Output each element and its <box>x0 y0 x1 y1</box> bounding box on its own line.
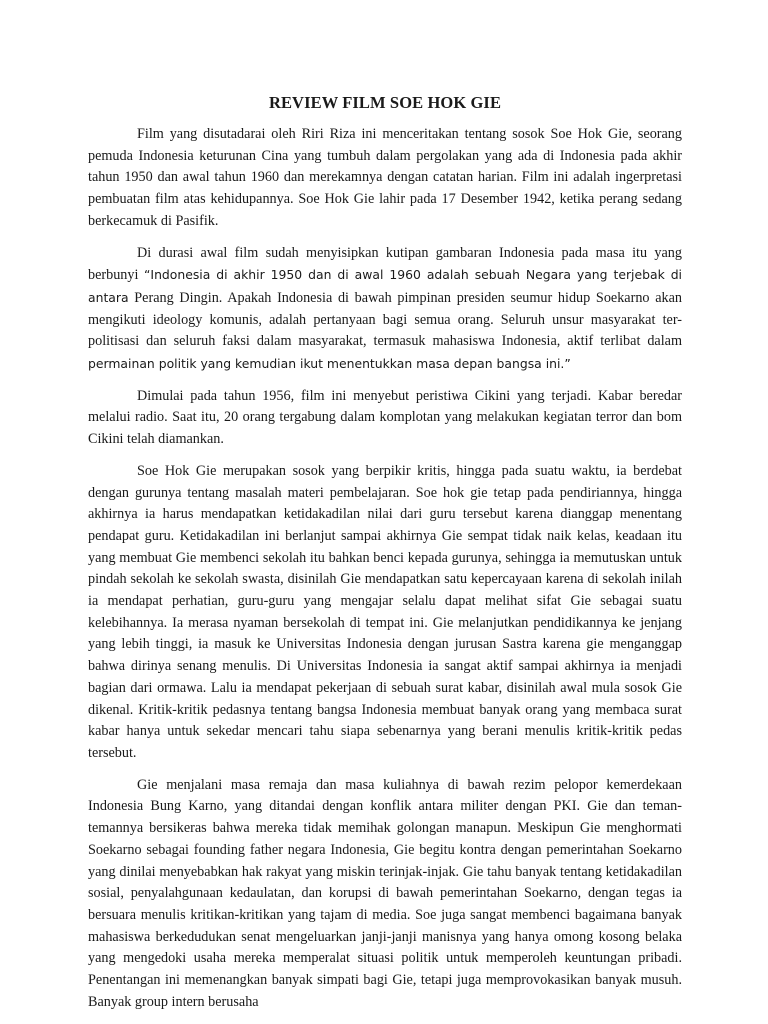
paragraph-5: Gie menjalani masa remaja dan masa kuliahnya di bawah rezim pelopor kemerdekaan Indonesia Bung Karno, yang ditandai dengan konflik antara militer dengan PKI. Gie dan teman-temannya bersikeras bahwa mereka tidak memihak golongan manapun. Meskipun Gie menghormati Soekarno sebagai founding father negara Indonesia, Gie begitu kontra dengan pemerintahan Soekarno yang dinilai menyebabkan hak rakyat yang miskin terinjak-injak. Gie tahu banyak tentang ketidakadilan sosial, penyalahgunaan kedaulatan, dan korupsi di bawah pemerintahan Soekarno, dengan tegas ia bersuara menulis kritikan-kritikan yang tajam di media. Soe juga sangat membenci bagaimana banyak mahasiswa berkedudukan senat mengeluarkan janji-janji manisnya yang hanya omong kosong belaka yang mengedoki usaha mereka memperalat situasi politik untuk memperoleh keuntungan pribadi. Penentangan ini memenangkan banyak simpati bagi Gie, tetapi juga memprovokasikan banyak musuh. Banyak group intern berusaha <box>88 776 682 1010</box>
quote-closing: permainan politik yang kemudian ikut menentukkan masa depan bangsa ini.” <box>88 356 571 372</box>
quote-opening: “Indonesia di akhir 1950 dan di awal 1960 adalah sebuah Negara yang terjebak di antara <box>88 267 683 305</box>
paragraph-2 <box>88 243 682 376</box>
document-body <box>88 92 682 1023</box>
paragraph-3: Dimulai pada tahun 1956, film ini menyebut peristiwa Cikini yang terjadi. Kabar beredar melalui radio. Saat itu, 20 orang tergabung dalam komplotan yang melakukan kegiatan terror dan bom Cikini telah diamankan. <box>88 387 682 448</box>
paragraph-1: Film yang disutadarai oleh Riri Riza ini menceritakan tentang sosok Soe Hok Gie, seorang pemuda Indonesia keturunan Cina yang tumbuh dalam pergolakan yang ada di Indonesia pada akhir tahun 1950 dan awal tahun 1960 dan merekamnya dengan catatan harian. Film ini adalah ingerpretasi pembuatan film atas kehidupannya. Soe Hok Gie lahir pada 17 Desember 1942, ketika perang sedang berkecamuk di Pasifik. <box>88 126 682 229</box>
quote-middle: Perang Dingin. Apakah Indonesia di bawah pimpinan presiden seumur hidup Soekarno akan mengikuti ideology komunis, adalah pertanyaan bagi semua orang. Seluruh unsur masyarakat ter-politisasi dan seluruh faksi dalam masyarakat, termasuk mahasiswa Indonesia, aktif terlibat dalam <box>88 289 682 350</box>
paragraph-2-intro: Di durasi awal film sudah menyisipkan kutipan gambaran Indonesia pada masa itu yang berbunyi <box>88 244 682 284</box>
paragraph-4: Soe Hok Gie merupakan sosok yang berpikir kritis, hingga pada suatu waktu, ia berdebat dengan gurunya tentang masalah materi pembelajaran. Soe hok gie tetap pada pendiriannya, hingga akhirnya ia harus mendapatkan ketidakadilan nilai dari guru tersebut karena dianggap menentang pendapat guru. Ketidakadilan ini berlanjut sampai akhirnya Gie sempat tidak naik kelas, keadaan itu yang membuat Gie membenci sekolah itu bahkan benci kepada gurunya, sehingga ia memutuskan untuk pindah sekolah ke sekolah swasta, disinilah Gie mendapatkan satu kepercayaan karena di sekolah inilah ia mendapat perhatian, guru-guru yang mengajar selalu dapat melihat sifat Gie sebagai suatu kelebihannya. Ia merasa nyaman bersekolah di tempat ini. Gie melanjutkan pendidikannya ke jenjang yang lebih tinggi, ia masuk ke Universitas Indonesia dengan jurusan Sastra karena gie menganggap bahwa dirinya senang menulis. Di Universitas Indonesia ia sangat aktif sampai akhirnya ia menjadi bagian dari ormawa. Lalu ia mendapat pekerjaan di sebuah surat kabar, disinilah awal mula sosok Gie dikenal. Kritik-kritik pedasnya tentang bangsa Indonesia membuat banyak orang yang membaca surat kabar hanya untuk sekedar mencari tahu siapa sebenarnya yang berani menulis kritik-kritik pedas tersebut. <box>88 462 682 761</box>
document-title: REVIEW FILM SOE HOK GIE <box>268 93 502 112</box>
